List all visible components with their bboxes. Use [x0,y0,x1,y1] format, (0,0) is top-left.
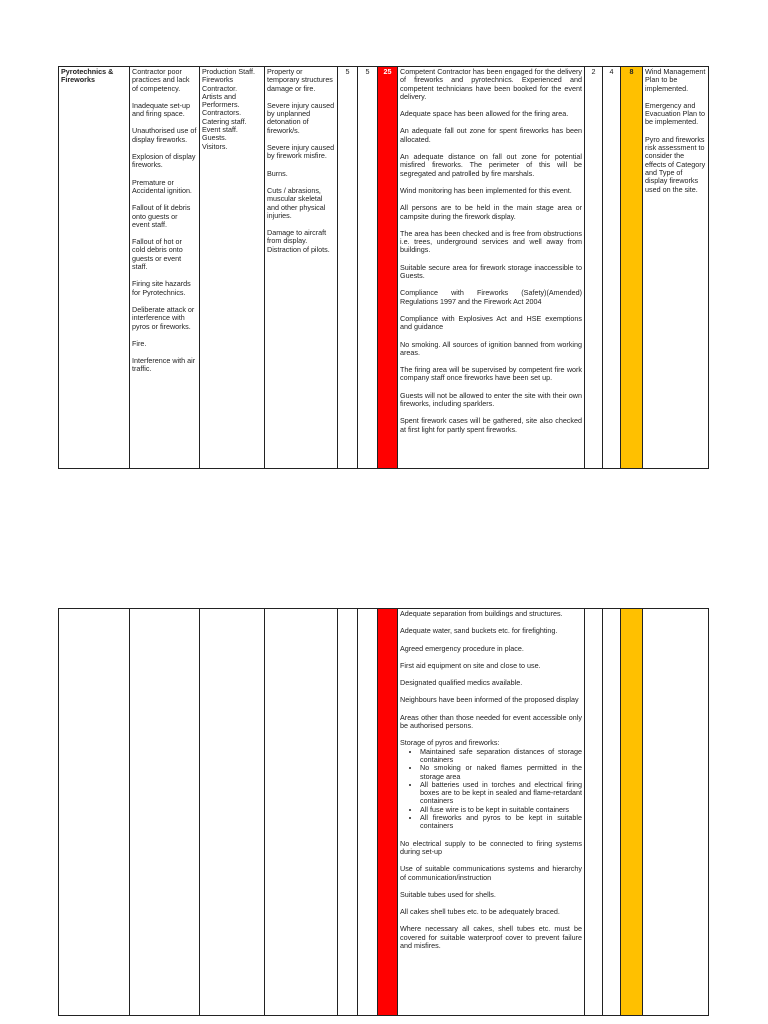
risk-assessment-table-page-1 [58,66,709,469]
control-item: Suitable tubes used for shells. [400,889,496,899]
control-item: Agreed emergency procedure in place. [400,643,524,653]
residual-severity-cell [603,609,621,1016]
control-item: All persons are to be held in the main stage area or campsite during the firework display. [400,203,582,221]
hazard-cell [59,67,130,469]
table-row [59,67,709,469]
likelihood-cell: 5 [338,67,358,469]
cause-item: Fire. [132,338,147,348]
control-item: Use of suitable communications systems and hierarchy of communication/instruction [400,864,582,882]
risk-rating-cell [378,609,398,1016]
control-item: Spent firework cases will be gathered, site also checked at first light for partly spent fireworks. [400,416,582,434]
consequence-item: Burns. [267,168,288,178]
residual-rating-cell [621,609,643,1016]
cause-item: Interference with air traffic. [132,356,196,374]
storage-bullet: • All fireworks and pyros to be kept in suitable containers [420,814,582,831]
risk-rating-cell: 25 [378,67,398,469]
control-item: The firing area will be supervised by competent fire work company staff once fireworks have been set up. [400,365,582,383]
cause-item: Contractor poor practices and lack of competency. [132,67,190,93]
controls-cell [398,67,585,469]
consequences-cell [265,609,338,1016]
causes-cell [130,609,200,1016]
person-item: Catering staff. [202,116,247,126]
control-item: Where necessary all cakes, shell tubes etc. must be covered for suitable waterproof cover to prevent failure and misfires. [400,924,582,951]
control-item: Designated qualified medics available. [400,678,523,688]
consequence-item: Property or temporary structures damage or fire. [267,67,333,93]
storage-bullet: • All fuse wire is to be kept in suitable containers [420,806,582,814]
action-item: Pyro and fireworks risk assessment to consider the effects of Category and Type of display fireworks used on the site. [645,134,706,194]
residual-likelihood-cell: 2 [585,67,603,469]
control-item-storage-heading: Storage of pyros and fireworks: [400,738,500,748]
residual-severity-cell: 4 [603,67,621,469]
hazard-cell [59,609,130,1016]
cause-item: Inadequate set-up and firing space. [132,100,190,119]
hazard-title: Pyrotechnics & Fireworks [61,67,114,85]
severity-cell: 5 [358,67,378,469]
consequence-item: Severe injury caused by unplanned detonation of firework/s. [267,100,335,135]
person-item: Guests. [202,133,227,143]
person-item: Production Staff. [202,67,256,76]
consequence-item: Cuts / abrasions, muscular skeletal and other physical injuries. [267,185,326,220]
risk-assessment-table-page-2 [58,608,709,1016]
control-item: Areas other than those needed for event accessible only be authorised persons. [400,712,582,731]
cause-item: Fallout of lit debris onto guests or event staff. [132,203,191,229]
control-item: Adequate space has been allowed for the firing area. [400,109,569,119]
control-item: All cakes shell tubes etc. to be adequately braced. [400,907,560,917]
control-item: An adequate fall out zone for spent fireworks has been allocated. [400,126,582,144]
storage-bullet: • All batteries used in torches and electrical firing boxes are to be kept in sealed and flame-retardant containers [420,781,582,806]
control-item: An adequate distance on fall out zone for potential misfired fireworks. The perimeter of this will be segregated and patrolled by fire marshals. [400,152,582,178]
control-item: Wind monitoring has been implemented for this event. [400,185,572,195]
residual-rating-cell: 8 [621,67,643,469]
causes-cell [130,67,200,469]
control-item: Adequate separation from buildings and structures. [400,609,563,618]
control-item: No smoking. All sources of ignition banned from working areas. [400,339,582,357]
likelihood-cell [338,609,358,1016]
cause-item: Premature or Accidental ignition. [132,177,192,195]
control-item: Adequate water, sand buckets etc. for firefighting. [400,626,558,636]
severity-cell [358,609,378,1016]
cause-item: Unauthorised use of display fireworks. [132,126,197,144]
persons-at-risk-cell [200,609,265,1016]
cause-item: Firing site hazards for Pyrotechnics. [132,279,191,297]
residual-likelihood-cell [585,609,603,1016]
person-item: Event staff. [202,125,238,135]
table-row [59,609,709,1016]
cause-item: Fallout of hot or cold debris onto guests or event staff. [132,237,183,272]
consequences-cell [265,67,338,469]
person-item: Visitors. [202,141,228,151]
storage-bullet-list [400,748,582,831]
person-item: Contractors. [202,108,242,118]
person-item: Artists and Performers. [202,91,240,110]
consequence-item: Damage to aircraft from display. Distraction of pilots. [267,228,330,254]
controls-cell [398,609,585,1016]
further-actions-cell [643,67,709,469]
control-item: First aid equipment on site and close to use. [400,660,541,670]
action-item: Emergency and Evacuation Plan to be implemented. [645,100,705,127]
control-item: Guests will not be allowed to enter the site with their own fireworks, including sparklers. [400,390,582,409]
control-item: Neighbours have been informed of the proposed display [400,695,579,705]
cause-item: Explosion of display fireworks. [132,152,196,170]
control-item: The area has been checked and is free from obstructions i.e. trees, underground services and well away from buildings. [400,228,582,255]
consequence-item: Severe injury caused by firework misfire. [267,143,335,161]
action-item: Wind Management Plan to be implemented. [645,67,706,93]
control-item: No electrical supply to be connected to firing systems during set-up [400,838,582,856]
control-item: Competent Contractor has been engaged for the delivery of fireworks and pyrotechnics. Experienced and competent technicians have been booked for the event delivery. [400,67,582,101]
control-item: Suitable secure area for firework storage inaccessible to Guests. [400,262,582,281]
storage-bullet: • Maintained safe separation distances of storage containers [420,748,582,765]
cause-item: Deliberate attack or interference with pyros or fireworks. [132,304,195,331]
further-actions-cell [643,609,709,1016]
control-item: Compliance with Fireworks (Safety)(Amended) Regulations 1997 and the Firework Act 2004 [400,288,582,306]
person-item: Fireworks Contractor. [202,75,238,93]
control-item: Compliance with Explosives Act and HSE exemptions and guidance [400,313,582,332]
persons-at-risk-cell [200,67,265,469]
storage-bullet: • No smoking or naked flames permitted in the storage area [420,764,582,781]
